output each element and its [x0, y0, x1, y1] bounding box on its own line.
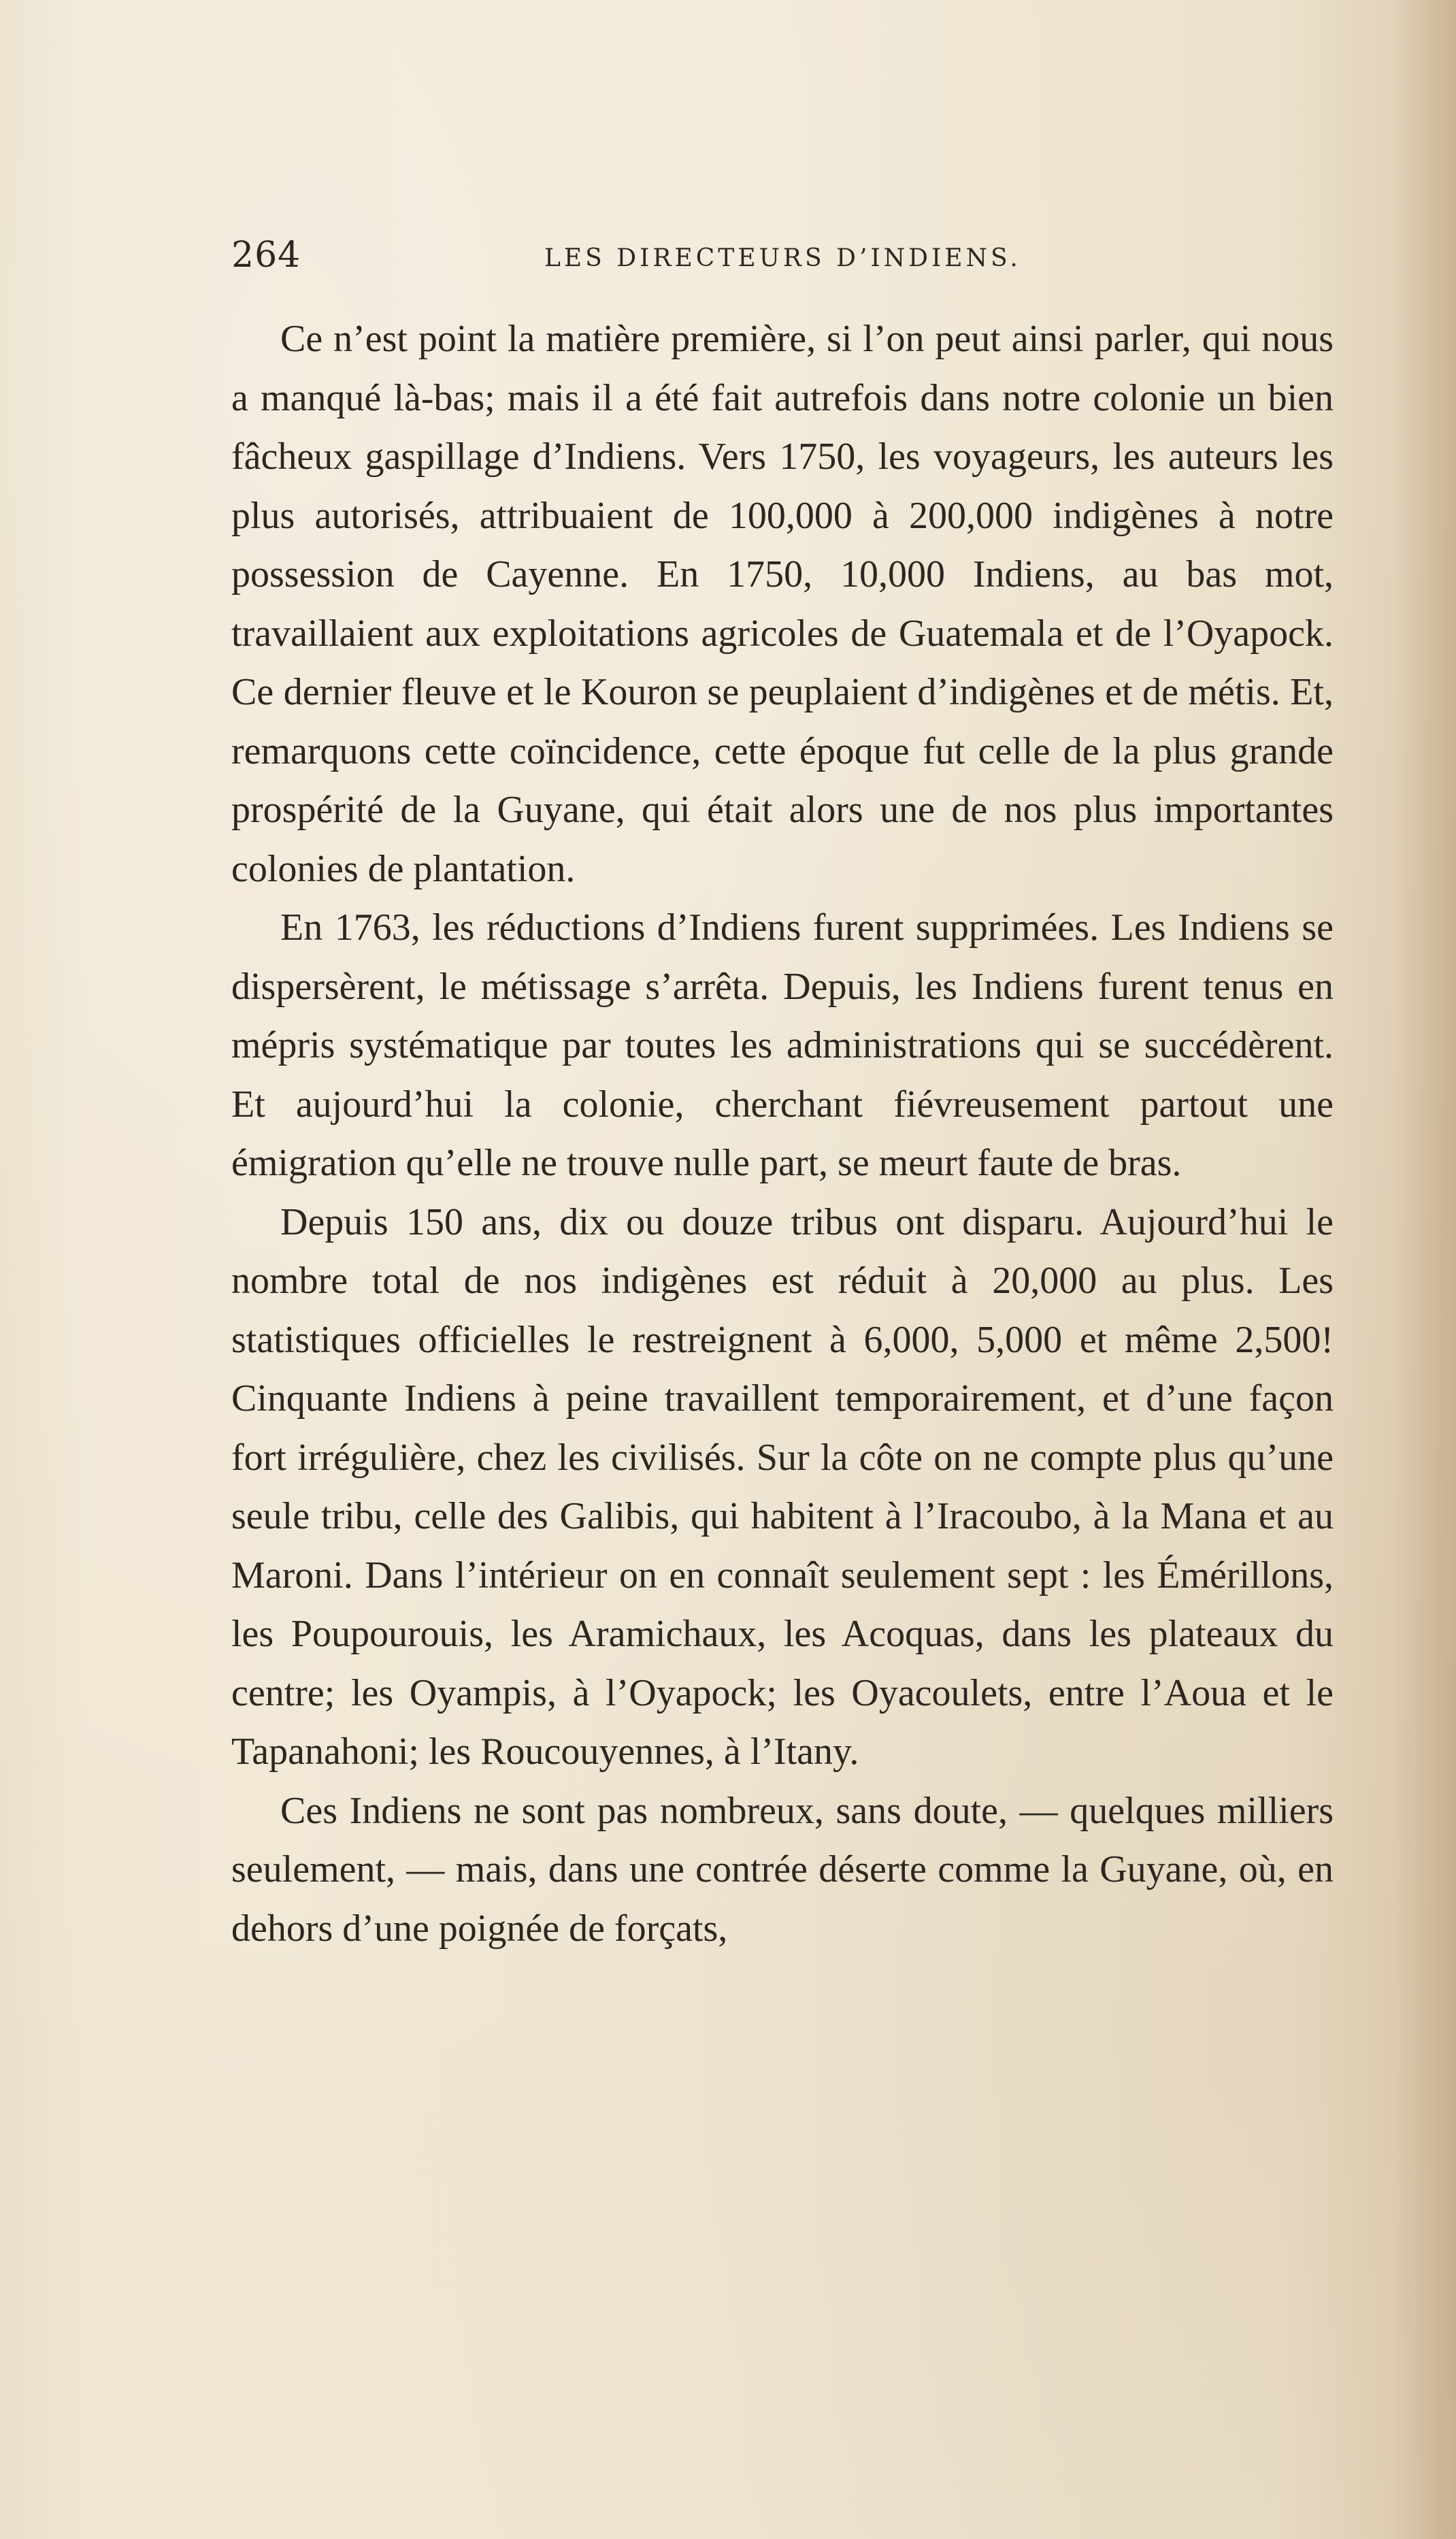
running-title: LES DIRECTEURS D’INDIENS.	[544, 244, 1021, 272]
page-edge-shadow	[1395, 0, 1456, 2539]
paragraph-2: En 1763, les réductions d’Indiens furent supprimées. Les Indiens se dispersèrent, le métissage s’arrêta. Depuis, les Indiens furent tenus en mépris systématique par toutes les administrations qui se succédèrent. Et aujourd’hui la colonie, cherchant fiévreusement partout une émigration qu’elle ne trouve nulle part, se meurt faute de bras.	[231, 906, 1334, 1184]
paragraph-4: Ces Indiens ne sont pas nombreux, sans doute, — quelques milliers seulement, — mais, dans une contrée déserte comme la Guyane, où, en dehors d’une poignée de forçats,	[231, 1789, 1334, 1950]
paragraph-1: Ce n’est point la matière première, si l’on peut ainsi parler, qui nous a manqué là-bas; mais il a été fait autrefois dans notre colonie un bien fâcheux gaspillage d’Indiens. Vers 1750, les voyageurs, les auteurs les plus autorisés, attribuaient de 100,000 à 200,000 indigènes à notre possession de Cayenne. En 1750, 10,000 Indiens, au bas mot, travaillaient aux exploitations agricoles de Guatemala et de l’Oyapock. Ce dernier fleuve et le Kouron se peuplaient d’indigènes et de métis. Et, remarquons cette coïncidence, cette époque fut celle de la plus grande prospérité de la Guyane, qui était alors une de nos plus importantes colonies de plantation.	[231, 318, 1334, 890]
body-text	[231, 310, 1334, 1958]
page-number: 264	[231, 235, 301, 276]
running-head	[231, 235, 1334, 296]
paragraph-3: Depuis 150 ans, dix ou douze tribus ont disparu. Aujourd’hui le nombre total de nos indigènes est réduit à 20,000 au plus. Les statistiques officielles le restreignent à 6,000, 5,000 et même 2,500! Cinquante Indiens à peine travaillent temporairement, et d’une façon fort irrégulière, chez les civilisés. Sur la côte on ne compte plus qu’une seule tribu, celle des Galibis, qui habitent à l’Iracoubo, à la Mana et au Maroni. Dans l’intérieur on en connaît seulement sept : les Émérillons, les Poupourouis, les Aramichaux, les Acoquas, dans les plateaux du centre; les Oyampis, à l’Oyapock; les Oyacoulets, entre l’Aoua et le Tapanahoni; les Roucouyennes, à l’Itany.	[231, 1200, 1334, 1773]
